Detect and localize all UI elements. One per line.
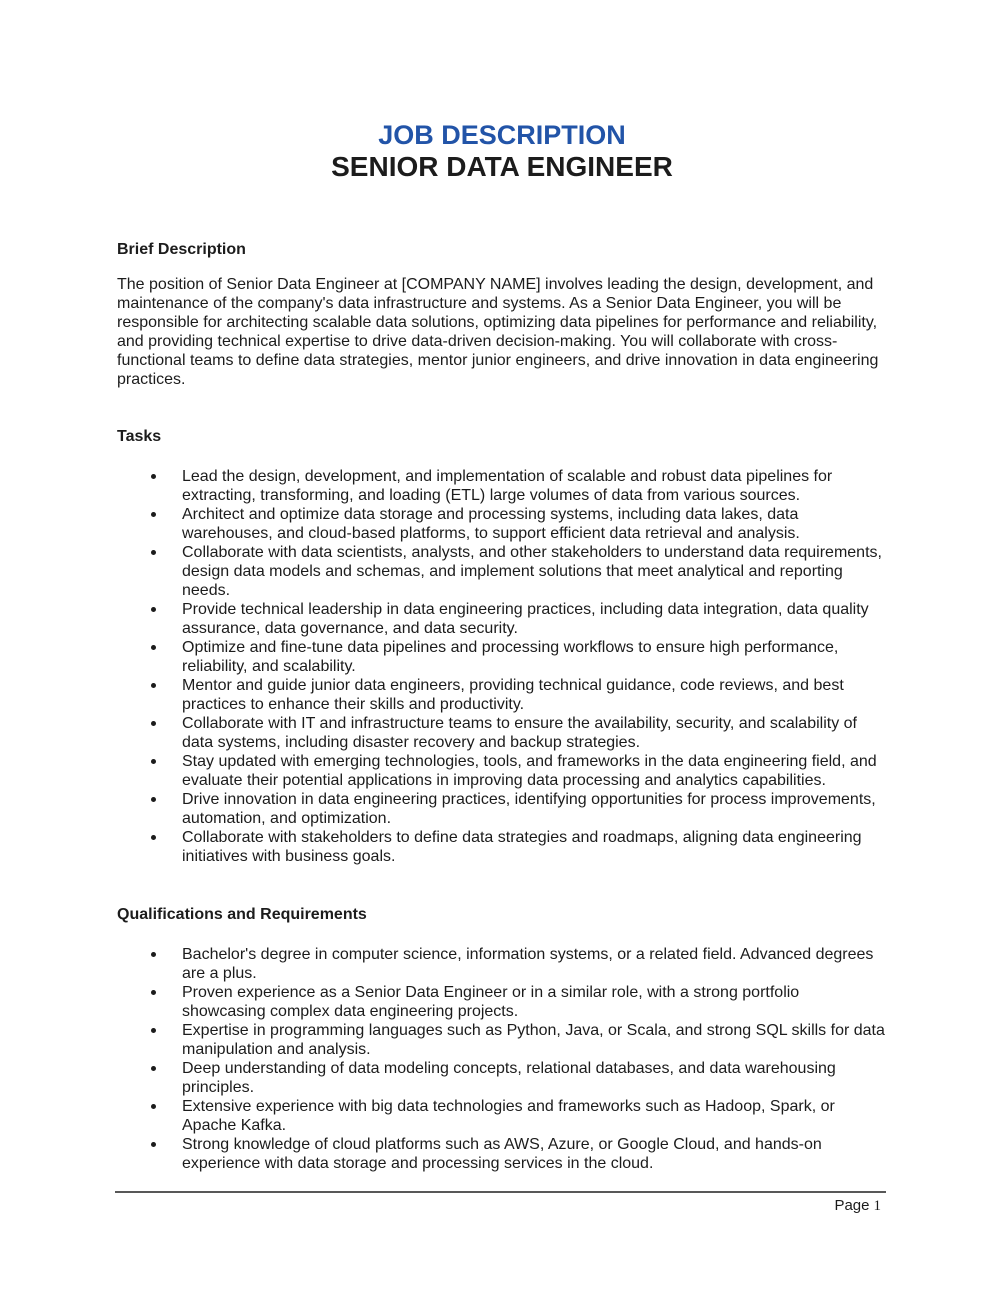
brief-description-paragraph: The position of Senior Data Engineer at [COMPANY NAME] involves leading the design, development, and maintenance of the company's data infrastructure and systems. As a Senior Data Engineer, you will be responsible for architecting scalable data solutions, optimizing data pipelines for performance and reliability, and providing technical expertise to drive data-driven decision-making. You will collaborate with cross-functional teams to define data strategies, mentor junior engineers, and drive innovation in data engineering practices. xyxy=(117,276,879,388)
bullet-item: Strong knowledge of cloud platforms such as AWS, Azure, or Google Cloud, and hands-on experience with data storage and processing services in the cloud. xyxy=(182,1135,887,1173)
bullet-item: Optimize and fine-tune data pipelines and processing workflows to ensure high performance, reliability, and scalability. xyxy=(182,638,887,676)
page-number-label: Page xyxy=(834,1197,870,1214)
tasks-list xyxy=(117,467,887,866)
qualifications-heading: Qualifications and Requirements xyxy=(117,906,367,923)
bullet-item: Architect and optimize data storage and processing systems, including data lakes, data warehouses, and cloud-based platforms, to support efficient data retrieval and analysis. xyxy=(182,505,887,543)
bullet-item: Stay updated with emerging technologies, tools, and frameworks in the data engineering field, and evaluate their potential applications in improving data processing and analytics capabilities. xyxy=(182,752,887,790)
bullet-item: Drive innovation in data engineering practices, identifying opportunities for process improvements, automation, and optimization. xyxy=(182,790,887,828)
document-subtitle: SENIOR DATA ENGINEER xyxy=(331,151,673,182)
bullet-item: Proven experience as a Senior Data Engineer or in a similar role, with a strong portfolio showcasing complex data engineering projects. xyxy=(182,983,887,1021)
document-title: JOB DESCRIPTION xyxy=(378,120,626,150)
section-tasks xyxy=(117,427,887,866)
page-number xyxy=(115,1196,886,1216)
section-brief-description xyxy=(117,240,887,389)
document-header xyxy=(117,0,887,182)
document-content xyxy=(117,0,887,1173)
page-number-value: 1 xyxy=(873,1198,881,1214)
bullet-item: Expertise in programming languages such as Python, Java, or Scala, and strong SQL skills for data manipulation and analysis. xyxy=(182,1021,887,1059)
bullet-item: Bachelor's degree in computer science, information systems, or a related field. Advanced degrees are a plus. xyxy=(182,945,887,983)
page-footer xyxy=(115,1191,886,1216)
bullet-item: Lead the design, development, and implementation of scalable and robust data pipelines for extracting, transforming, and loading (ETL) large volumes of data from various sources. xyxy=(182,467,887,505)
bullet-item: Collaborate with stakeholders to define data strategies and roadmaps, aligning data engineering initiatives with business goals. xyxy=(182,828,887,866)
section-qualifications xyxy=(117,905,887,1173)
bullet-item: Extensive experience with big data technologies and frameworks such as Hadoop, Spark, or Apache Kafka. xyxy=(182,1097,887,1135)
bullet-item: Deep understanding of data modeling concepts, relational databases, and data warehousing principles. xyxy=(182,1059,887,1097)
footer-divider xyxy=(115,1191,886,1193)
brief-description-heading: Brief Description xyxy=(117,241,246,258)
bullet-item: Mentor and guide junior data engineers, providing technical guidance, code reviews, and best practices to enhance their skills and productivity. xyxy=(182,676,887,714)
bullet-item: Collaborate with data scientists, analysts, and other stakeholders to understand data requirements, design data models and schemas, and implement solutions that meet analytical and reporting needs. xyxy=(182,543,887,600)
qualifications-list xyxy=(117,945,887,1173)
bullet-item: Provide technical leadership in data engineering practices, including data integration, data quality assurance, data governance, and data security. xyxy=(182,600,887,638)
tasks-heading: Tasks xyxy=(117,428,162,445)
bullet-item: Collaborate with IT and infrastructure teams to ensure the availability, security, and scalability of data systems, including disaster recovery and backup strategies. xyxy=(182,714,887,752)
